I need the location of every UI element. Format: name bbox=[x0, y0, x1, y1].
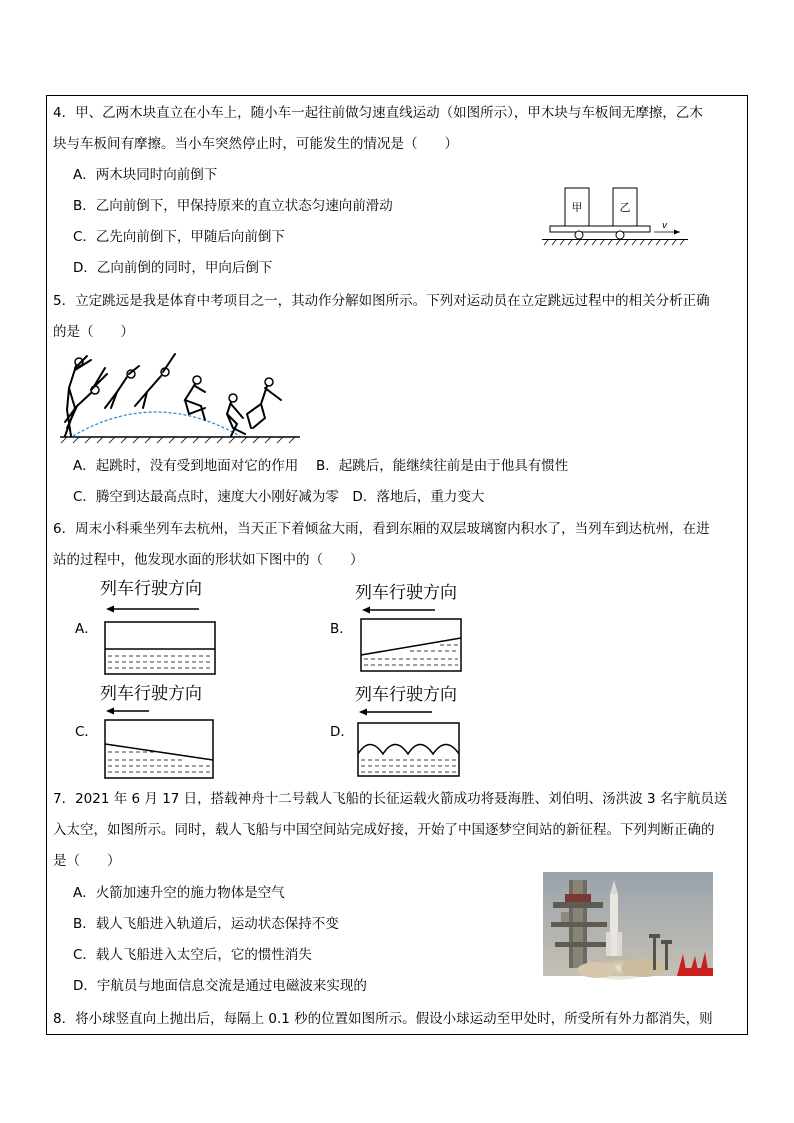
q4-option-a[interactable]: A．两木块同时向前倒下 bbox=[73, 167, 218, 183]
direction-arrowhead bbox=[106, 708, 114, 715]
q5-stem-line1: 5．立定跳远是我是体育中考项目之一，其动作分解如图所示。下列对运动员在立定跳远过程中的相关分析正确 bbox=[53, 293, 710, 309]
q6-c-direction-label: 列车行驶方向 bbox=[100, 684, 202, 704]
q6-option-d-figure bbox=[357, 707, 465, 779]
long-jump-figure bbox=[55, 348, 305, 444]
block-yi-label: 乙 bbox=[619, 201, 631, 214]
q4-option-b[interactable]: B．乙向前倒下，甲保持原来的直立状态匀速向前滑动 bbox=[73, 198, 393, 214]
q5-options-cd[interactable]: C．腾空到达最高点时，速度大小刚好减为零 D．落地后，重力变大 bbox=[73, 489, 485, 505]
q5-options-ab[interactable]: A．起跳时，没有受到地面对它的作用 B．起跳后，能继续往前是由于他具有惯性 bbox=[73, 458, 569, 474]
ground-hatching bbox=[544, 240, 684, 245]
cart-figure bbox=[540, 180, 690, 248]
q5-stem-line2: 的是（ ） bbox=[53, 324, 134, 340]
velocity-arrowhead bbox=[674, 230, 680, 235]
jump-ground-hatching bbox=[61, 437, 295, 443]
window-container bbox=[358, 723, 459, 776]
window-container bbox=[361, 619, 461, 671]
q6-b-direction-label: 列车行驶方向 bbox=[355, 583, 457, 603]
q7-stem-line2: 入太空，如图所示。同时，载人飞船与中国空间站完成好接，开始了中国逐梦空间站的新征程。下列判断正确的 bbox=[53, 822, 715, 838]
q6-option-d-letter[interactable]: D． bbox=[330, 724, 354, 740]
q6-option-b-letter[interactable]: B． bbox=[330, 621, 353, 637]
window-container bbox=[105, 720, 213, 778]
q7-option-c[interactable]: C．载人飞船进入太空后，它的惯性消失 bbox=[73, 947, 312, 963]
q7-option-d[interactable]: D．宇航员与地面信息交流是通过电磁波来实现的 bbox=[73, 978, 367, 994]
jump-trajectory bbox=[73, 412, 240, 436]
q6-stem-line1: 6．周末小科乘坐列车去杭州，当天正下着倾盆大雨，看到东厢的双层玻璃窗内积水了，当列车到达杭州，在进 bbox=[53, 521, 710, 537]
q4-option-d[interactable]: D．乙向前倒的同时，甲向后倒下 bbox=[73, 260, 273, 276]
q6-option-a-figure bbox=[104, 604, 219, 676]
direction-arrowhead bbox=[359, 709, 367, 716]
q6-stem-line2: 站的过程中，他发现水面的形状如下图中的（ ） bbox=[53, 552, 364, 568]
q6-a-direction-label: 列车行驶方向 bbox=[100, 579, 202, 599]
q4-stem-line2: 块与车板间有摩擦。当小车突然停止时，可能发生的情况是（ ） bbox=[53, 136, 458, 152]
q7-stem-line1: 7．2021 年 6 月 17 日，搭载神舟十二号载人飞船的长征运载火箭成功将聂海胜、刘伯明、汤洪波 3 名宇航员送 bbox=[53, 791, 728, 807]
cart-board bbox=[550, 226, 650, 232]
rocket-launch-photo bbox=[543, 872, 713, 976]
direction-arrowhead bbox=[362, 607, 370, 614]
q6-option-c-letter[interactable]: C． bbox=[75, 724, 98, 740]
q6-option-a-letter[interactable]: A． bbox=[75, 621, 98, 637]
block-jia-label: 甲 bbox=[571, 201, 583, 214]
q7-option-a[interactable]: A．火箭加速升空的施力物体是空气 bbox=[73, 885, 285, 901]
direction-arrowhead bbox=[106, 606, 114, 613]
q6-option-b-figure bbox=[360, 605, 465, 673]
q4-stem-line1: 4．甲、乙两木块直立在小车上，随小车一起往前做匀速直线运动（如图所示），甲木块与车板间无摩擦，乙木 bbox=[53, 105, 703, 121]
q4-option-c[interactable]: C．乙先向前倒下，甲随后向前倒下 bbox=[73, 229, 285, 245]
cart-wheel-right bbox=[616, 231, 624, 239]
q7-stem-line3: 是（ ） bbox=[53, 853, 121, 869]
q6-option-c-figure bbox=[104, 706, 219, 780]
window-container bbox=[105, 622, 215, 674]
q6-d-direction-label: 列车行驶方向 bbox=[355, 685, 457, 705]
q8-stem-line1: 8．将小球竖直向上抛出后，每隔上 0.1 秒的位置如图所示。假设小球运动至甲处时，所受所有外力都消失，则 bbox=[53, 1011, 713, 1027]
velocity-label: v bbox=[662, 221, 668, 231]
q7-option-b[interactable]: B．载人飞船进入轨道后，运动状态保持不变 bbox=[73, 916, 339, 932]
cart-wheel-left bbox=[575, 231, 583, 239]
